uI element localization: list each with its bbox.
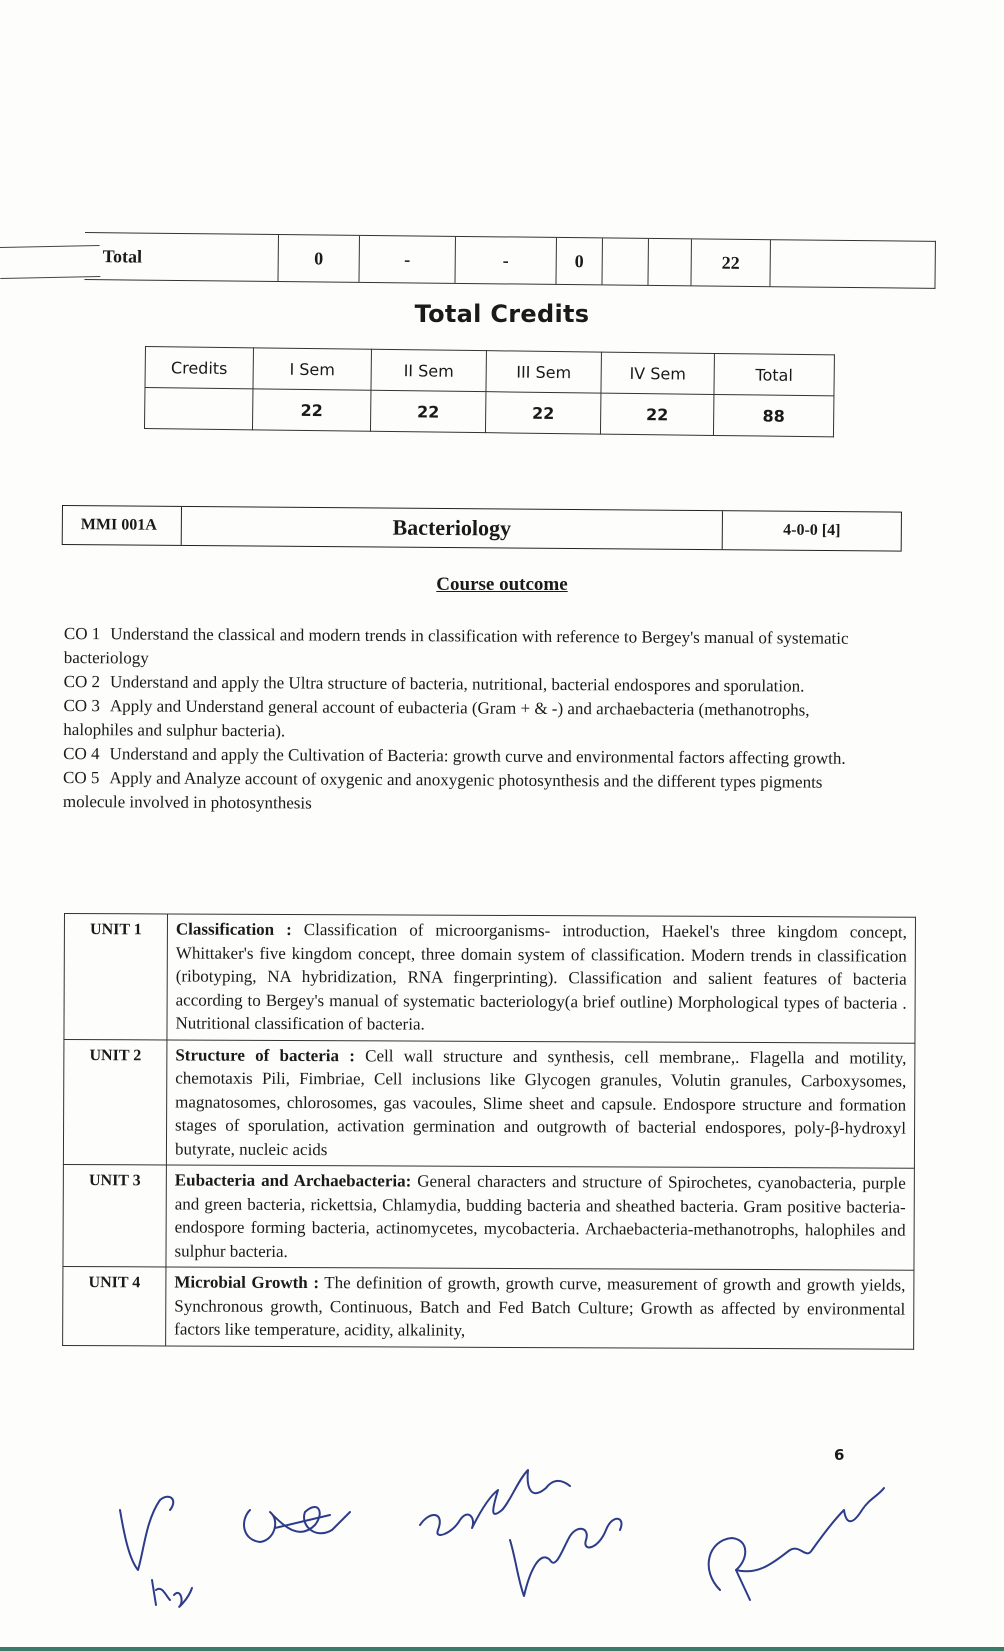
unit-row — [63, 1039, 915, 1168]
total-cell: 0 — [277, 235, 358, 282]
credits-value-cell — [144, 388, 252, 430]
unit-body — [166, 1039, 915, 1168]
unit-label: UNIT 4 — [63, 1266, 166, 1345]
course-outcome-id: CO 1 — [63, 623, 101, 644]
course-code: MMI 001A — [63, 506, 182, 545]
signatures-svg — [100, 1400, 920, 1620]
signature-4 — [709, 1488, 884, 1600]
course-outcome-heading: Course outcome — [436, 574, 568, 595]
credits-value-cell: 22 — [252, 389, 370, 431]
total-cell: - — [358, 236, 454, 283]
course-outcome-list — [63, 622, 854, 819]
total-cell: - — [454, 237, 555, 284]
units-table — [62, 913, 916, 1349]
total-cell — [601, 238, 647, 284]
unit-row — [64, 914, 916, 1043]
course-outcome-text: Understand and apply the Cultivation of Bacteria: growth curve and environmental factors affecting growth. — [109, 744, 846, 768]
unit-text: Classification of microorganisms- introduction, Haekel's three kingdom concept, Whittaker's five kingdom concept, three domain system of classification. Modern trends in classification (ribotyping, NA hybridization, RNA fingerprinting). Classification and salient features of bacteria according to Bergey's manual of systematic bacteriology(a brief outline) Morphological types of bacteria . Nutritional classification of bacteria. — [175, 919, 907, 1034]
unit-topic: Microbial Growth : — [174, 1272, 320, 1293]
unit-topic: Classification : — [175, 919, 292, 939]
course-outcome-id: CO 2 — [63, 671, 101, 692]
credits-value-row — [144, 388, 833, 437]
total-cell — [769, 240, 934, 288]
unit-label: UNIT 1 — [64, 914, 168, 1040]
signatures-area — [100, 1400, 920, 1620]
unit-text: The definition of growth, growth curve, measurement of growth and growth yields, Synchronous growth, Continuous, Batch and Fed Batch Culture; Growth as affected by environmental factors like temperature, acidity, alkalinity, — [174, 1273, 906, 1340]
credits-header-cell: III Sem — [486, 351, 601, 393]
total-row — [84, 232, 935, 289]
signature-2 — [244, 1507, 350, 1542]
signature-3 — [420, 1470, 621, 1596]
unit-text: General characters and structure of Spirochetes, cyanobacteria, purple and green bacteria, rickettsia, Chlamydia, budding bacteria and sheathed bacteria. Gram positive bacteria- endospore forming bacteria, actinomycetes, mycobacteria. Archaebacteria-methanotrophs, halophiles and sulphur bacteria. — [174, 1171, 906, 1261]
page-number: 6 — [834, 1446, 845, 1464]
unit-body — [166, 1267, 914, 1349]
unit-row — [63, 1266, 914, 1348]
credits-value-cell: 22 — [485, 392, 600, 434]
course-outcome-text: Understand and apply the Ultra structure of bacteria, nutritional, bacterial endospores and sporulation. — [109, 672, 805, 696]
course-outcome-id: CO 4 — [63, 743, 100, 764]
course-outcome-text: Understand the classical and modern trends in classification with reference to Bergey's manual of systematic bacteriology — [63, 624, 849, 668]
course-outcome-item — [64, 622, 854, 675]
total-credits-heading: Total Credits — [414, 300, 590, 328]
credits-value-cell: 22 — [600, 393, 713, 435]
course-outcome-item — [63, 694, 853, 747]
course-outcome-id: CO 5 — [62, 767, 100, 788]
unit-topic: Eubacteria and Archaebacteria: — [174, 1170, 412, 1191]
unit-body — [167, 914, 916, 1043]
credits-value-cell: 88 — [713, 394, 833, 436]
signature-1 — [120, 1497, 192, 1607]
unit-row — [63, 1164, 914, 1270]
unit-label: UNIT 2 — [63, 1039, 167, 1165]
course-ltp: 4-0-0 [4] — [783, 521, 841, 540]
total-label: Total — [102, 245, 143, 267]
credits-header-cell: I Sem — [253, 348, 371, 390]
unit-topic: Structure of bacteria : — [175, 1044, 355, 1065]
credits-header-cell: Total — [714, 353, 834, 395]
course-title: Bacteriology — [182, 507, 723, 549]
total-cell — [647, 239, 690, 285]
unit-label: UNIT 3 — [63, 1164, 166, 1266]
credits-header-cell: Credits — [145, 347, 253, 389]
unit-text: Cell wall structure and synthesis, cell membrane,. Flagella and motility, chemotaxis Pili, Fimbriae, Cell inclusions like Glycogen granules, Volutin granules, Carboxysomes, magnatosomes, chlorosomes, gas vacoules, Slime sheet and capsule. Endospore structure and formation stages of sporulation, activation germination and outgrowth of bacterial endospores, poly-β-hydroxyl butyrate, nucleic acids — [174, 1045, 907, 1159]
credits-header-cell: II Sem — [371, 349, 486, 391]
course-outcome-text: Apply and Analyze account of oxygenic and anoxygenic photosynthesis and the different types pigments molecule involved in photosynthesis — [62, 768, 823, 813]
course-outcome-id: CO 3 — [63, 695, 100, 716]
course-outcome-text: Apply and Understand general account of eubacteria (Gram + & -) and archaebacteria (methanotrophs, halophiles and sulphur bacteria). — [63, 696, 810, 741]
credits-table — [144, 346, 835, 437]
credits-value-cell: 22 — [370, 390, 485, 432]
course-header — [62, 505, 902, 552]
total-cell: 22 — [690, 239, 769, 286]
total-cell: 0 — [555, 238, 601, 284]
bottom-edge-stripe — [0, 1647, 1004, 1651]
credits-header-cell: IV Sem — [601, 352, 714, 394]
unit-body — [166, 1165, 914, 1270]
course-outcome-item — [63, 766, 853, 819]
